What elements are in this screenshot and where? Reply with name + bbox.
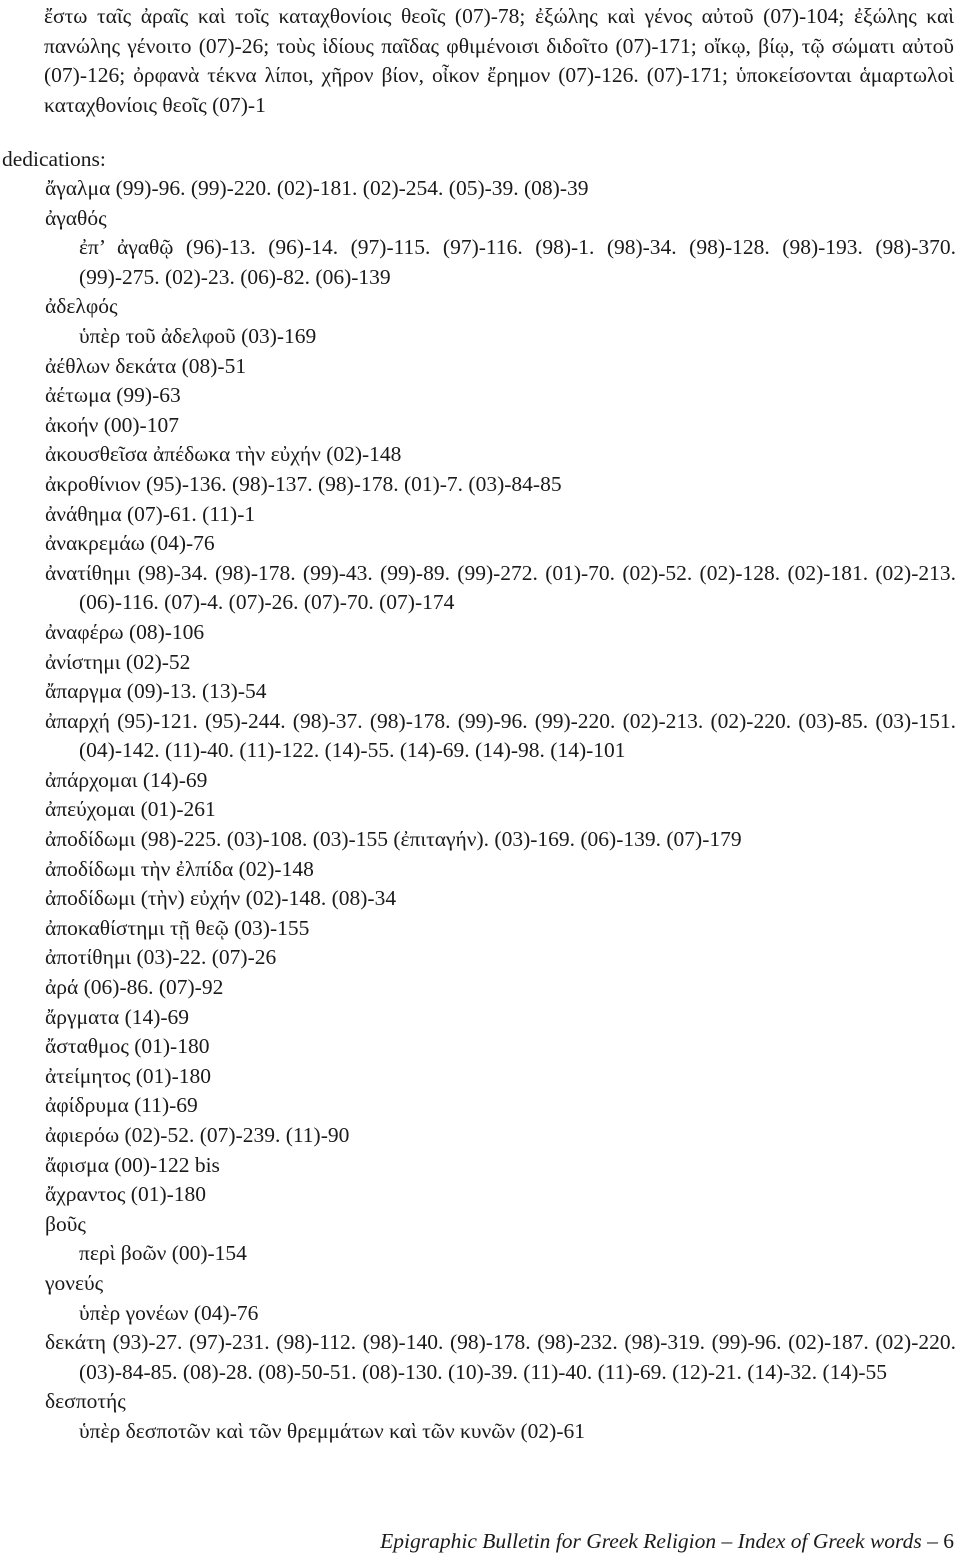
- index-entry: ἀέθλων δεκάτα (08)-51: [45, 353, 247, 378]
- page-number: 6: [943, 1529, 954, 1553]
- index-entry: ἄχραντος (01)-180: [45, 1182, 207, 1207]
- index-subentry: ὑπὲρ τοῦ ἀδελφοῦ (03)-169: [79, 323, 317, 348]
- index-entry: ἀνίστημι (02)-52: [45, 649, 191, 674]
- section-heading: dedications:: [2, 147, 106, 171]
- index-entry: ἀνάθημα (07)-61. (11)-1: [45, 501, 256, 526]
- index-subentry: ὑπὲρ δεσποτῶν καὶ τῶν θρεμμάτων καὶ τῶν κυνῶν (02)-61: [79, 1418, 585, 1443]
- index-entry: ἀρά (06)-86. (07)-92: [45, 975, 224, 1000]
- index-entry: δεκάτη (93)-27. (97)-231. (98)-112. (98)-140. (98)-178. (98)-232. (98)-319. (99)-96. (02)-187. (02)-220. (03)-84-85. (08)-28. (08)-50-51. (08)-130. (10)-39. (11)-40. (11)-69. (12)-21. (14)-32. (14)-55: [45, 1330, 956, 1384]
- index-entry: ἀποδίδωμι τὴν ἐλπίδα (02)-148: [45, 856, 314, 881]
- index-entry: ἀέτωμα (99)-63: [45, 383, 181, 408]
- index-entry: ἄφισμα (00)-122 bis: [45, 1152, 220, 1177]
- index-entry: ἀνατίθημι (98)-34. (98)-178. (99)-43. (99)-89. (99)-272. (01)-70. (02)-52. (02)-128. (02)-181. (02)-213. (06)-116. (07)-4. (07)-26. (07)-70. (07)-174: [45, 560, 956, 615]
- index-subentry: ἐπ’ ἀγαθῷ (96)-13. (96)-14. (97)-115. (97)-116. (98)-1. (98)-34. (98)-128. (98)-193. (98)-370. (99)-275. (02)-23. (06)-82. (06)-139: [79, 235, 956, 289]
- index-entry: ἀκοήν (00)-107: [45, 412, 179, 437]
- index-entries: [0, 174, 960, 1447]
- index-entry: ἄγαλμα (99)-96. (99)-220. (02)-181. (02)-254. (05)-39. (08)-39: [45, 176, 589, 200]
- index-entry: ἀποκαθίστημι τῇ θεῷ (03)-155: [45, 915, 310, 940]
- index-entry: ἀπαρχή (95)-121. (95)-244. (98)-37. (98)-178. (99)-96. (99)-220. (02)-213. (02)-220. (03)-85. (03)-151. (04)-142. (11)-40. (11)-122. (14)-55. (14)-69. (14)-98. (14)-101: [45, 708, 956, 763]
- index-entry: ἄσταθμος (01)-180: [45, 1034, 210, 1059]
- index-subentry: περὶ βοῶν (00)-154: [79, 1241, 247, 1266]
- page-footer: [380, 1527, 954, 1555]
- index-entry: ἀτείμητος (01)-180: [45, 1063, 211, 1088]
- index-entry: ἀποδίδωμι (τὴν) εὐχήν (02)-148. (08)-34: [45, 886, 397, 911]
- index-entry: γονεύς: [45, 1270, 104, 1295]
- index-entry: ἄργματα (14)-69: [45, 1004, 190, 1029]
- index-entry: ἀκουσθεῖσα ἀπέδωκα τὴν εὐχήν (02)-148: [45, 442, 402, 467]
- index-entry: βοῦς: [45, 1211, 86, 1236]
- index-entry: ἄπαργμα (09)-13. (13)-54: [45, 679, 267, 704]
- index-entry: ἀνακρεμάω (04)-76: [45, 531, 215, 556]
- index-entry: ἀφιερόω (02)-52. (07)-239. (11)-90: [45, 1123, 350, 1147]
- index-entry: ἀπάρχομαι (14)-69: [45, 767, 208, 792]
- index-entry: ἀναφέρω (08)-106: [45, 619, 205, 644]
- footer-title: Epigraphic Bulletin for Greek Religion – Index of Greek words –: [380, 1529, 944, 1553]
- index-subentry: ὑπὲρ γονέων (04)-76: [79, 1300, 259, 1325]
- index-entry: δεσποτής: [45, 1389, 126, 1414]
- index-entry: ἀδελφός: [45, 294, 118, 319]
- index-entry: ἀπεύχομαι (01)-261: [45, 797, 216, 822]
- index-entry: ἀφίδρυμα (11)-69: [45, 1093, 198, 1118]
- index-entry: ἀποδίδωμι (98)-225. (03)-108. (03)-155 (ἐπιταγήν). (03)-169. (06)-139. (07)-179: [45, 827, 742, 852]
- index-entry: ἀποτίθημι (03)-22. (07)-26: [45, 945, 277, 970]
- index-entry: ἀκροθίνιον (95)-136. (98)-137. (98)-178. (01)-7. (03)-84-85: [45, 471, 562, 496]
- intro-paragraph: ἔστω ταῖς ἀραῖς καὶ τοῖς καταχθονίοις θεοῖς (07)-78; ἐξώλης καὶ γένος αὐτοῦ (07)-104; ἐξώλης καὶ πανώλης γένοιτο (07)-26; τοὺς ἰδίους παῖδας φθιμένοισι διδοῖτο (07)-171; οἴκῳ, βίῳ, τῷ σώματι αὐτοῦ (07)-126; ὀρφανὰ τέκνα λίποι, χῆρον βίον, οἶκον ἔρημον (07)-126. (07)-171; ὑποκείσονται ἁμαρτωλοὶ καταχθονίοις θεοῖς (07)-1: [44, 4, 954, 117]
- index-entry: ἀγαθός: [45, 205, 107, 230]
